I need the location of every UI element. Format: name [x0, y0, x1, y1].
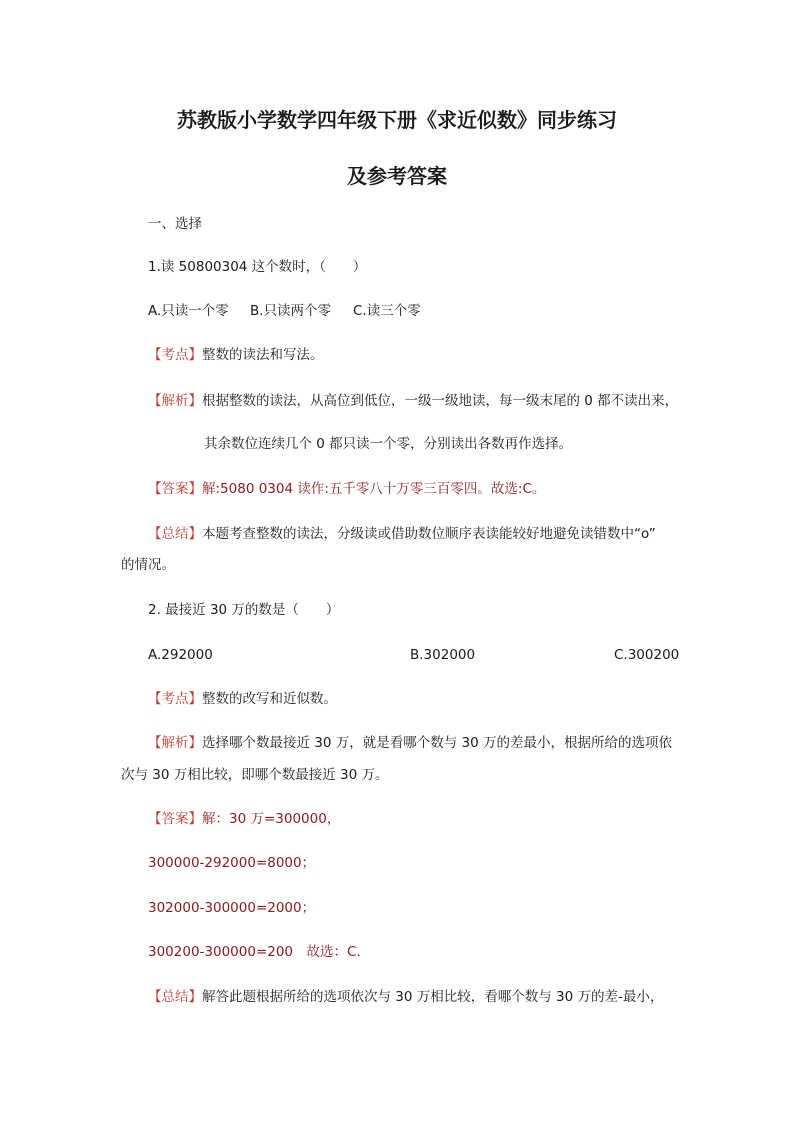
q1-kaodian-tag: 【考点】: [148, 347, 202, 363]
q2-calc-3: 300200-300000=200 故选：C.: [148, 944, 361, 960]
q2-option-c: C.300200: [614, 647, 680, 663]
q1-kaodian: [148, 345, 324, 365]
q1-jiexi-line2: 其余数位连续几个 0 都只读一个零，分别读出各数再作选择。: [204, 436, 573, 452]
q2-daan: [148, 809, 340, 829]
q2-option-b: B.302000: [410, 647, 476, 663]
q2-kaodian-tag: 【考点】: [148, 691, 202, 707]
q1-zongjie-line2: 的情况。: [121, 557, 175, 573]
q1-zongjie-text1: 本题考查整数的读法，分级读或借助数位顺序表读能较好地避免读错数中“o”: [202, 526, 656, 542]
q2-calc-1: 300000-292000=8000；: [148, 855, 316, 871]
q2-jiexi-text1: 选择哪个数最接近 30 万，就是看哪个数与 30 万的差最小，根据所给的选项依: [202, 735, 673, 751]
q2-jiexi-line2: 次与 30 万相比较，即哪个数最接近 30 万。: [121, 767, 389, 783]
q2-kaodian: [148, 689, 337, 709]
document-title-line1: 苏教版小学数学四年级下册《求近似数》同步练习: [177, 108, 617, 132]
q1-jiexi-text1: 根据整数的读法，从高位到低位，一级一级地读，每一级末尾的 0 都不读出来，: [202, 393, 679, 409]
q1-zongjie-tag: 【总结】: [148, 526, 202, 542]
q1-daan: [148, 479, 545, 499]
q1-daan-text: 解:5080 0304 读作:五千零八十万零三百零四。故选:C。: [202, 481, 546, 497]
q2-jiexi-line1: [148, 733, 672, 753]
q2-zongjie-text1: 解答此题根据所给的选项依次与 30 万相比较，看哪个数与 30 万的差-最小，: [202, 989, 664, 1005]
section-heading: 一、选择: [148, 216, 202, 232]
q2-daan-tag: 【答案】: [148, 811, 202, 827]
q1-option-a: A.只读一个零: [148, 303, 229, 319]
q1-question: 1.读 50800304 这个数时，（ ）: [148, 259, 367, 275]
q2-question: 2. 最接近 30 万的数是（ ）: [148, 602, 340, 618]
q2-jiexi-tag: 【解析】: [148, 735, 202, 751]
q1-zongjie-line1: [148, 524, 656, 544]
q2-kaodian-text: 整数的改写和近似数。: [202, 691, 337, 707]
q1-daan-tag: 【答案】: [148, 481, 202, 497]
q2-daan-text: 解：30 万=300000，: [202, 811, 341, 827]
document-title-line2: 及参考答案: [347, 164, 447, 188]
q1-option-c: C.读三个零: [353, 303, 421, 319]
q1-option-b: B.只读两个零: [250, 303, 332, 319]
q2-calc-2: 302000-300000=2000；: [148, 900, 316, 916]
q1-kaodian-text: 整数的读法和写法。: [202, 347, 324, 363]
q1-jiexi-tag: 【解析】: [148, 393, 202, 409]
q2-zongjie-line1: [148, 987, 663, 1007]
q2-zongjie-tag: 【总结】: [148, 989, 202, 1005]
q2-option-a: A.292000: [148, 647, 213, 663]
q1-jiexi-line1: [148, 391, 678, 411]
